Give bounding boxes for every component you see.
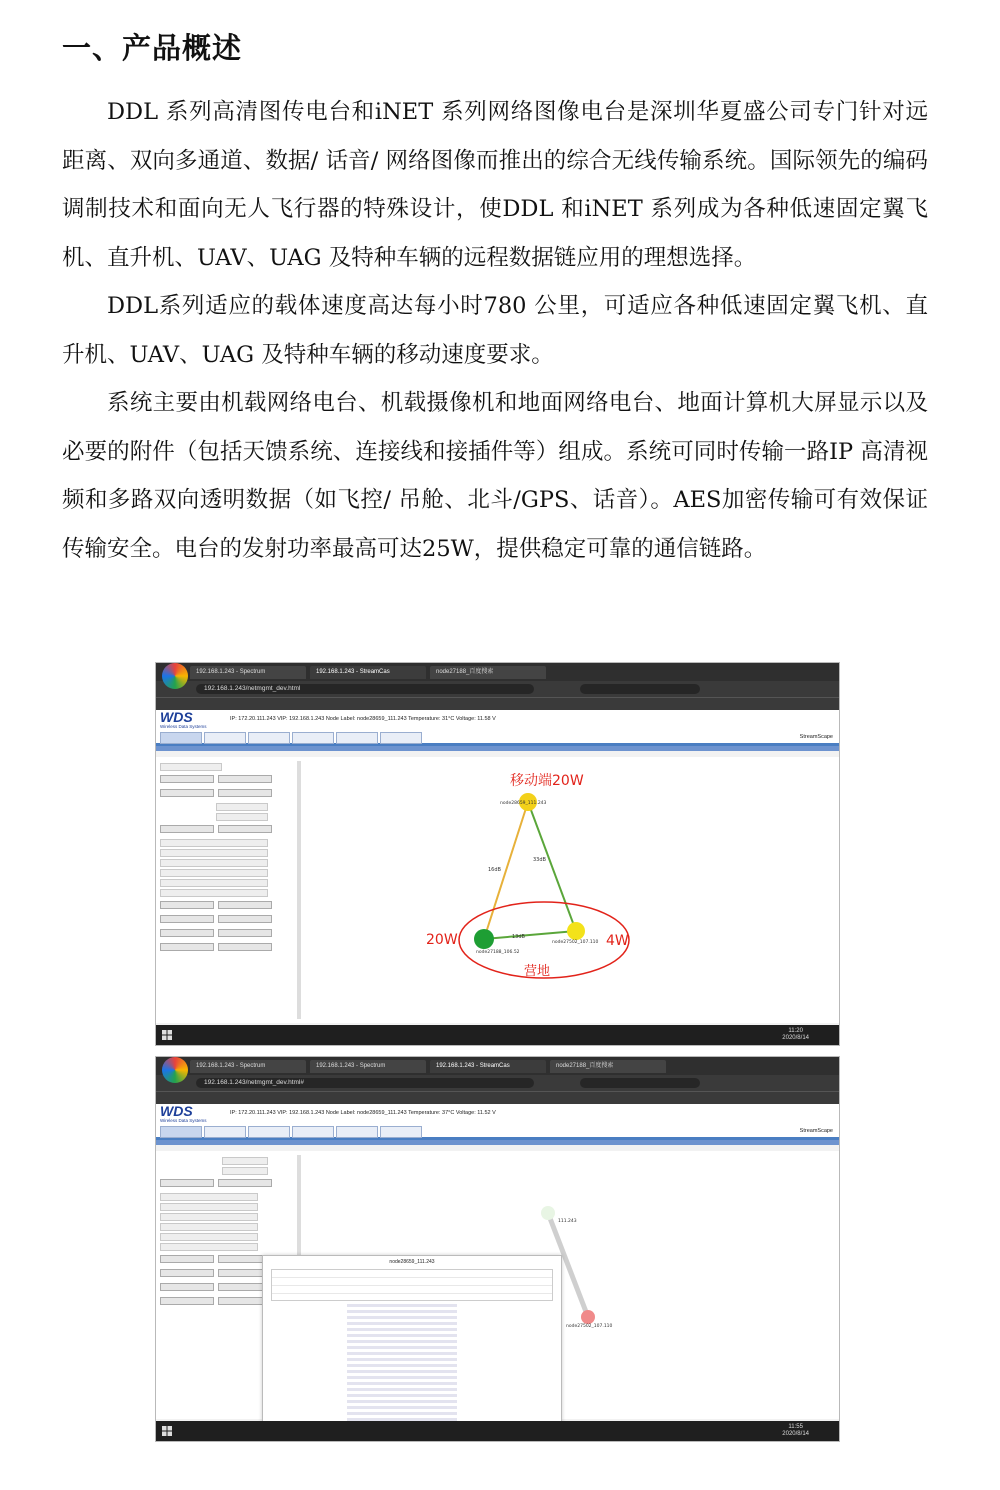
paragraph-1: DDL 系列高清图传电台和iNET 系列网络图像电台是深圳华夏盛公司专门针对远距离、双向多通道、数据/ 话音/ 网络图像而推出的综合无线传输系统。国际领先的编码调制技术和面向无人飞行器的特殊设计，使DDL 和iNET 系列成为各种低速固定翼飞机、直升机、UAV、UAG 及特种车辆的远程数据链应用的理想选择。 <box>62 99 928 271</box>
app-name: StreamScape <box>799 1128 833 1134</box>
document-page <box>62 26 928 573</box>
node-right[interactable] <box>567 922 585 940</box>
windows-start-icon[interactable] <box>162 1426 172 1436</box>
address-bar <box>156 1075 839 1091</box>
detail-row <box>347 1346 457 1349</box>
node-right-label: node27502_107.110 <box>552 940 599 945</box>
address-bar <box>156 681 839 697</box>
bookmarks-bar <box>156 1091 839 1104</box>
detail-row <box>347 1304 457 1307</box>
detail-row <box>347 1310 457 1313</box>
header-info: IP: 172.20.111.243 VIP: 192.168.1.243 Node Label: node28659_111.243 Temperature: 37°C Voltage: 11.52 V <box>230 1110 496 1116</box>
taskbar <box>156 1421 839 1441</box>
app-name: StreamScape <box>799 734 833 740</box>
detail-row <box>347 1388 457 1391</box>
wds-logo: WDS <box>160 1103 193 1119</box>
node-top-label: 111.243 <box>558 1219 577 1224</box>
taskbar-clock <box>782 1424 809 1438</box>
screenshot-network-topology <box>155 662 840 1046</box>
detail-row <box>347 1394 457 1397</box>
browser-tab[interactable]: 192.168.1.243 - StreamCas <box>310 666 426 679</box>
paragraph-2: DDL系列适应的载体速度高达每小时780 公里，可适应各种低速固定翼飞机、直升机、UAV、UAG 及特种车辆的移动速度要求。 <box>62 293 928 368</box>
tab-map-overlay[interactable] <box>336 732 378 744</box>
tab-per-node-setup[interactable] <box>292 1126 334 1138</box>
browser-tab[interactable]: node27188_百度搜索 <box>430 666 546 679</box>
paragraph-3: 系统主要由机载网络电台、机载摄像机和地面网络电台、地面计算机大屏显示以及必要的附件（包括天馈系统、连接线和接插件等）组成。系统可同时传输一路IP 高清视频和多路双向透明数据（如飞控/ 吊舱、北斗/GPS、话音）。AES加密传输可有效保证传输安全。电台的发射功率最高可达25W，提供稳定可靠的通信链路。 <box>62 390 928 562</box>
section-strip <box>156 1140 839 1145</box>
app-header <box>156 1104 839 1126</box>
app-tab-bar <box>156 732 839 746</box>
search-input[interactable] <box>580 684 700 694</box>
node-details-popup <box>262 1255 562 1442</box>
node-left[interactable] <box>474 929 494 949</box>
browser-tab-bar <box>156 1057 839 1075</box>
tab-table-view[interactable] <box>204 732 246 744</box>
browser-tab[interactable]: node27188_百度搜索 <box>550 1060 666 1073</box>
tab-network-topology[interactable] <box>160 1126 202 1138</box>
link-label: 16dB <box>488 867 501 873</box>
detail-row <box>347 1376 457 1379</box>
topology-canvas <box>156 757 839 1023</box>
detail-row <box>347 1340 457 1343</box>
browser-logo-icon <box>162 663 188 689</box>
node-right-label: node27502_107.110 <box>566 1324 613 1329</box>
clock-time: 11:55 <box>788 1424 803 1430</box>
tab-back-to-home[interactable] <box>380 732 422 744</box>
topology-content <box>156 757 839 1023</box>
topology-content <box>156 1151 839 1419</box>
camp-annotation: 营地 <box>524 964 551 979</box>
detail-row <box>347 1316 457 1319</box>
detail-row <box>347 1406 457 1409</box>
wds-logo-subtitle: Wireless Data Systems <box>160 724 207 729</box>
mobile-annotation: 移动端20W <box>510 773 584 789</box>
popup-title: node28659_111.243 <box>389 1259 435 1265</box>
screenshot-node-details <box>155 1056 840 1442</box>
detail-row <box>347 1364 457 1367</box>
tab-map-overlay[interactable] <box>336 1126 378 1138</box>
link-bottom <box>484 931 576 939</box>
section-heading: 一、产品概述 <box>62 31 243 65</box>
search-input[interactable] <box>580 1078 700 1088</box>
detail-row <box>347 1412 457 1415</box>
detail-row <box>347 1400 457 1403</box>
section-strip <box>156 746 839 751</box>
tab-network-wide-setup[interactable] <box>248 1126 290 1138</box>
detail-row <box>347 1352 457 1355</box>
app-tab-bar <box>156 1126 839 1140</box>
node-right[interactable] <box>581 1310 595 1324</box>
windows-start-icon[interactable] <box>162 1030 172 1040</box>
header-info: IP: 172.20.111.243 VIP: 192.168.1.243 Node Label: node28659_111.243 Temperature: 31°C Voltage: 11.58 V <box>230 716 496 722</box>
node-top[interactable] <box>541 1206 555 1220</box>
detail-row <box>347 1382 457 1385</box>
tab-network-wide-setup[interactable] <box>248 732 290 744</box>
app-header <box>156 710 839 732</box>
node-left-label: node27188_106.52 <box>476 950 520 955</box>
popup-table <box>271 1269 553 1301</box>
wds-logo: WDS <box>160 709 193 725</box>
taskbar-clock <box>782 1028 809 1042</box>
left-power-annotation: 20W <box>426 932 458 948</box>
link-label: 13dB <box>512 934 525 940</box>
clock-date: 2020/8/14 <box>782 1035 809 1041</box>
clock-time: 11:20 <box>788 1028 803 1034</box>
detail-row <box>347 1334 457 1337</box>
detail-row <box>347 1370 457 1373</box>
link-label: 33dB <box>533 857 546 863</box>
url-input[interactable]: 192.168.1.243/netmgmt_dev.html# <box>196 1078 534 1088</box>
detail-row <box>347 1328 457 1331</box>
tab-table-view[interactable] <box>204 1126 246 1138</box>
link-top-right <box>528 802 576 931</box>
browser-logo-icon <box>162 1057 188 1083</box>
taskbar <box>156 1025 839 1045</box>
node-top-label: node28659_111.243 <box>500 801 547 806</box>
tab-per-node-setup[interactable] <box>292 732 334 744</box>
detail-row <box>347 1322 457 1325</box>
tab-network-topology[interactable] <box>160 732 202 744</box>
browser-tab[interactable]: 192.168.1.243 - Spectrum <box>190 1060 306 1073</box>
url-input[interactable]: 192.168.1.243/netmgmt_dev.html <box>196 684 534 694</box>
browser-tab[interactable]: 192.168.1.243 - StreamCas <box>430 1060 546 1073</box>
browser-tab-bar <box>156 663 839 681</box>
tab-back-to-home[interactable] <box>380 1126 422 1138</box>
detail-row <box>347 1358 457 1361</box>
browser-tab[interactable]: 192.168.1.243 - Spectrum <box>310 1060 426 1073</box>
browser-tab[interactable]: 192.168.1.243 - Spectrum <box>190 666 306 679</box>
wds-logo-subtitle: Wireless Data Systems <box>160 1118 207 1123</box>
bookmarks-bar <box>156 697 839 710</box>
right-power-annotation: 4W <box>606 933 629 949</box>
clock-date: 2020/8/14 <box>782 1431 809 1437</box>
